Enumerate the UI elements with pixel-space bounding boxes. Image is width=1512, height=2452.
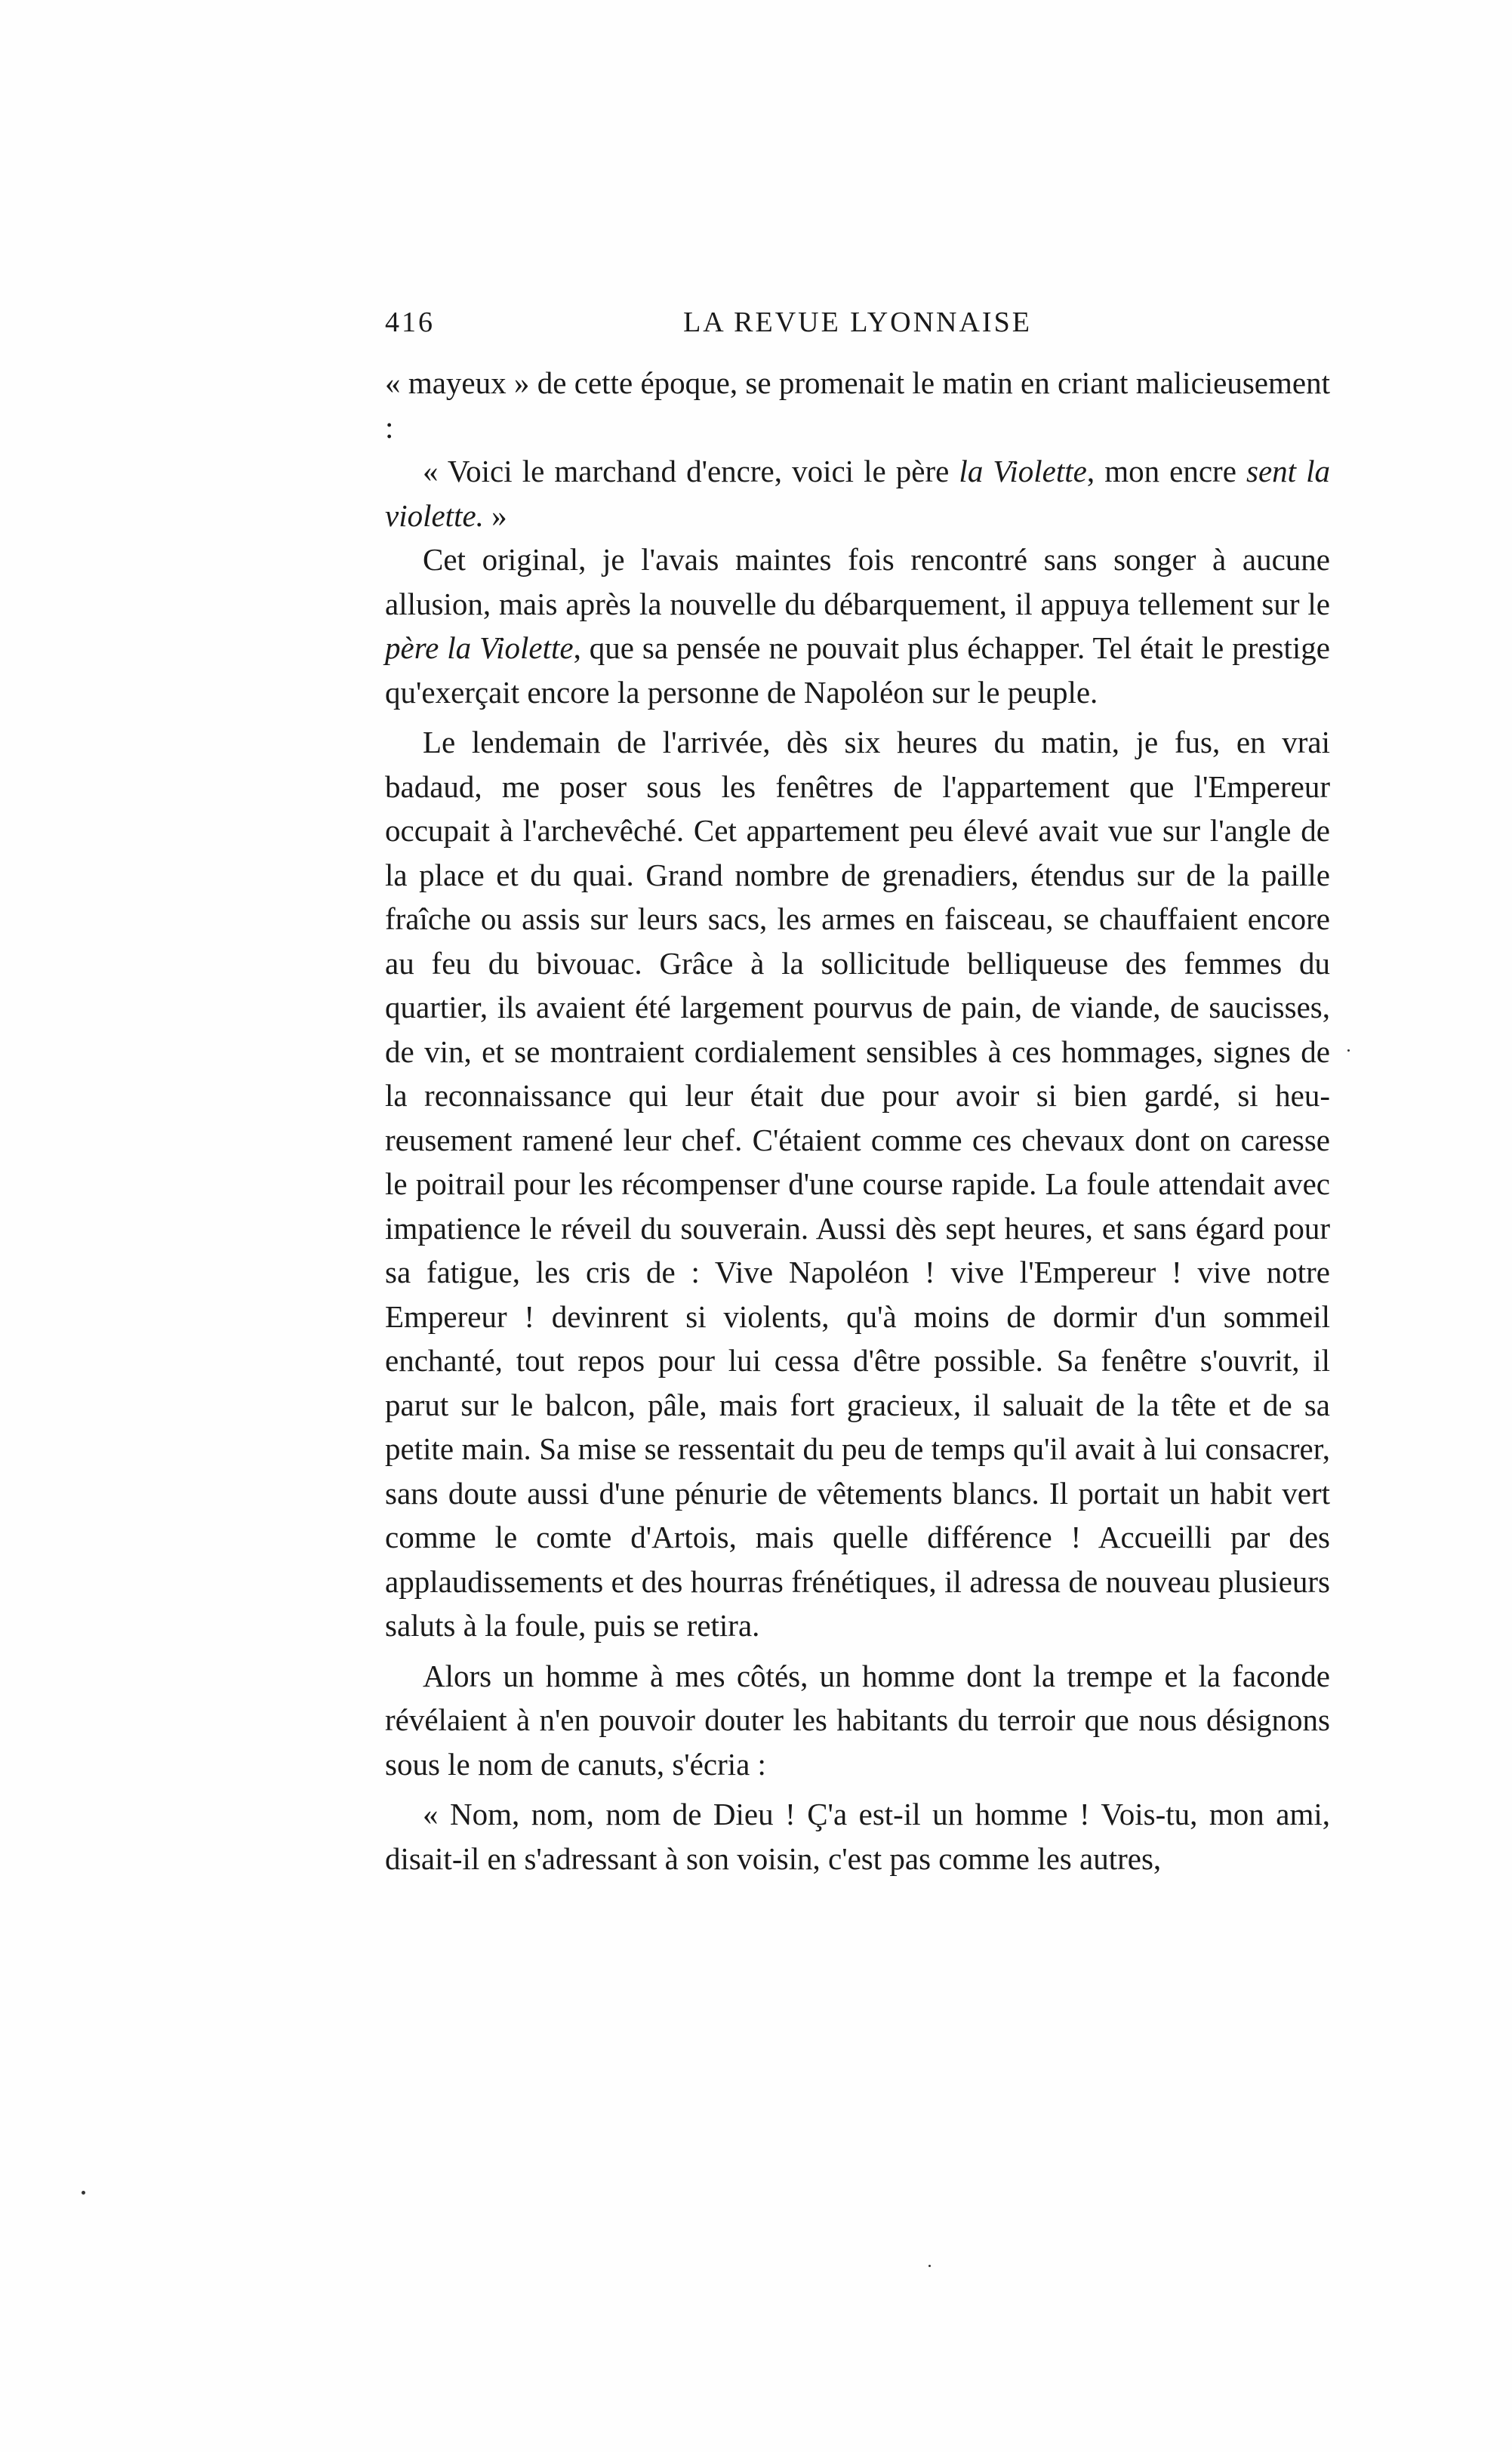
text-run: , que sa pensée ne pouvait plus échapper. Tel était le prestige qu'exerçait encore la personne de Napoléon sur le peuple. [385, 630, 1330, 710]
paragraph: « mayeux » de cette époque, se promenait le matin en criant malicieusement : [385, 365, 1330, 445]
running-title: LA REVUE LYONNAISE [683, 306, 1032, 338]
page-number: 416 [385, 306, 435, 338]
scan-speck [82, 2191, 85, 2195]
paragraph: « Nom, nom, nom de Dieu ! Ç'a est-il un homme ! Vois-tu, mon ami, disait-il en s'adressant à son voisin, c'est pas comme les autres, [385, 1797, 1330, 1876]
italic-text: père la Violette [385, 630, 574, 665]
scan-speck [928, 2265, 931, 2267]
body-text [385, 361, 1330, 1881]
paragraph [385, 449, 1330, 538]
paragraph: Alors un homme à mes côtés, un homme dont la trempe et la faconde révélaient à n'en pouvoir douter les habitants du terroir que nous désignons sous le nom de canuts, s'écria : [385, 1658, 1330, 1782]
text-run: , mon encre [1086, 454, 1246, 488]
paragraph [385, 538, 1330, 714]
italic-text: la Violette [959, 454, 1087, 488]
text-run: Cet original, je l'avais maintes fois rencontré sans songer à aucune allusion, mais après la nouvelle du débarquement, il appuya tellement sur le [385, 542, 1330, 621]
scan-speck [1347, 1049, 1350, 1052]
text-run: « Voici le marchand d'encre, voici le père [423, 454, 959, 488]
paragraph: Le lendemain de l'arrivée, dès six heures du matin, je fus, en vrai badaud, me poser sous les fenêtres de l'appartement que l'Empereur occupait à l'archevêché. Cet appartement peu élevé avait vue sur l'angle de la place et du quai. Grand nombre de grenadiers, étendus sur de la paille fraîche ou assis sur leurs sacs, les armes en faisceau, se chauffaient encore au feu du bivouac. Grâce à la sollicitude belliqueuse des femmes du quartier, ils avaient été largement pourvus de pain, de viande, de saucisses, de vin, et se montraient cordialement sensibles à ces hommages, signes de la reconnaissance qui leur était due pour avoir si bien gardé, si heureusement ramené leur chef. C'étaient comme ces chevaux dont on caresse le poitrail pour les récompenser d'une course rapide. La foule attendait avec impatience le réveil du souverain. Aussi dès sept heures, et sans égard pour sa fatigue, les cris de : Vive Napoléon ! vive l'Empereur ! vive notre Empereur ! devinrent si violents, qu'à moins de dormir d'un sommeil enchanté, tout repos pour lui cessa d'être possible. Sa fenêtre s'ouvrit, il parut sur le balcon, pâle, mais fort gracieux, il saluait de la tête et de sa petite main. Sa mise se ressentait du peu de temps qu'il avait à lui consacrer, sans doute aussi d'une pénurie de vêtements blancs. Il portait un habit vert comme le comte d'Artois, mais quelle différence ! Accueilli par des applaudissements et des hourras frénétiques, il adressa de nouveau plusieurs saluts à la foule, puis se retira. [385, 725, 1330, 1643]
italic-text: sent la violette. [385, 454, 1330, 533]
text-run: » [483, 497, 507, 533]
page-header [385, 306, 1330, 351]
